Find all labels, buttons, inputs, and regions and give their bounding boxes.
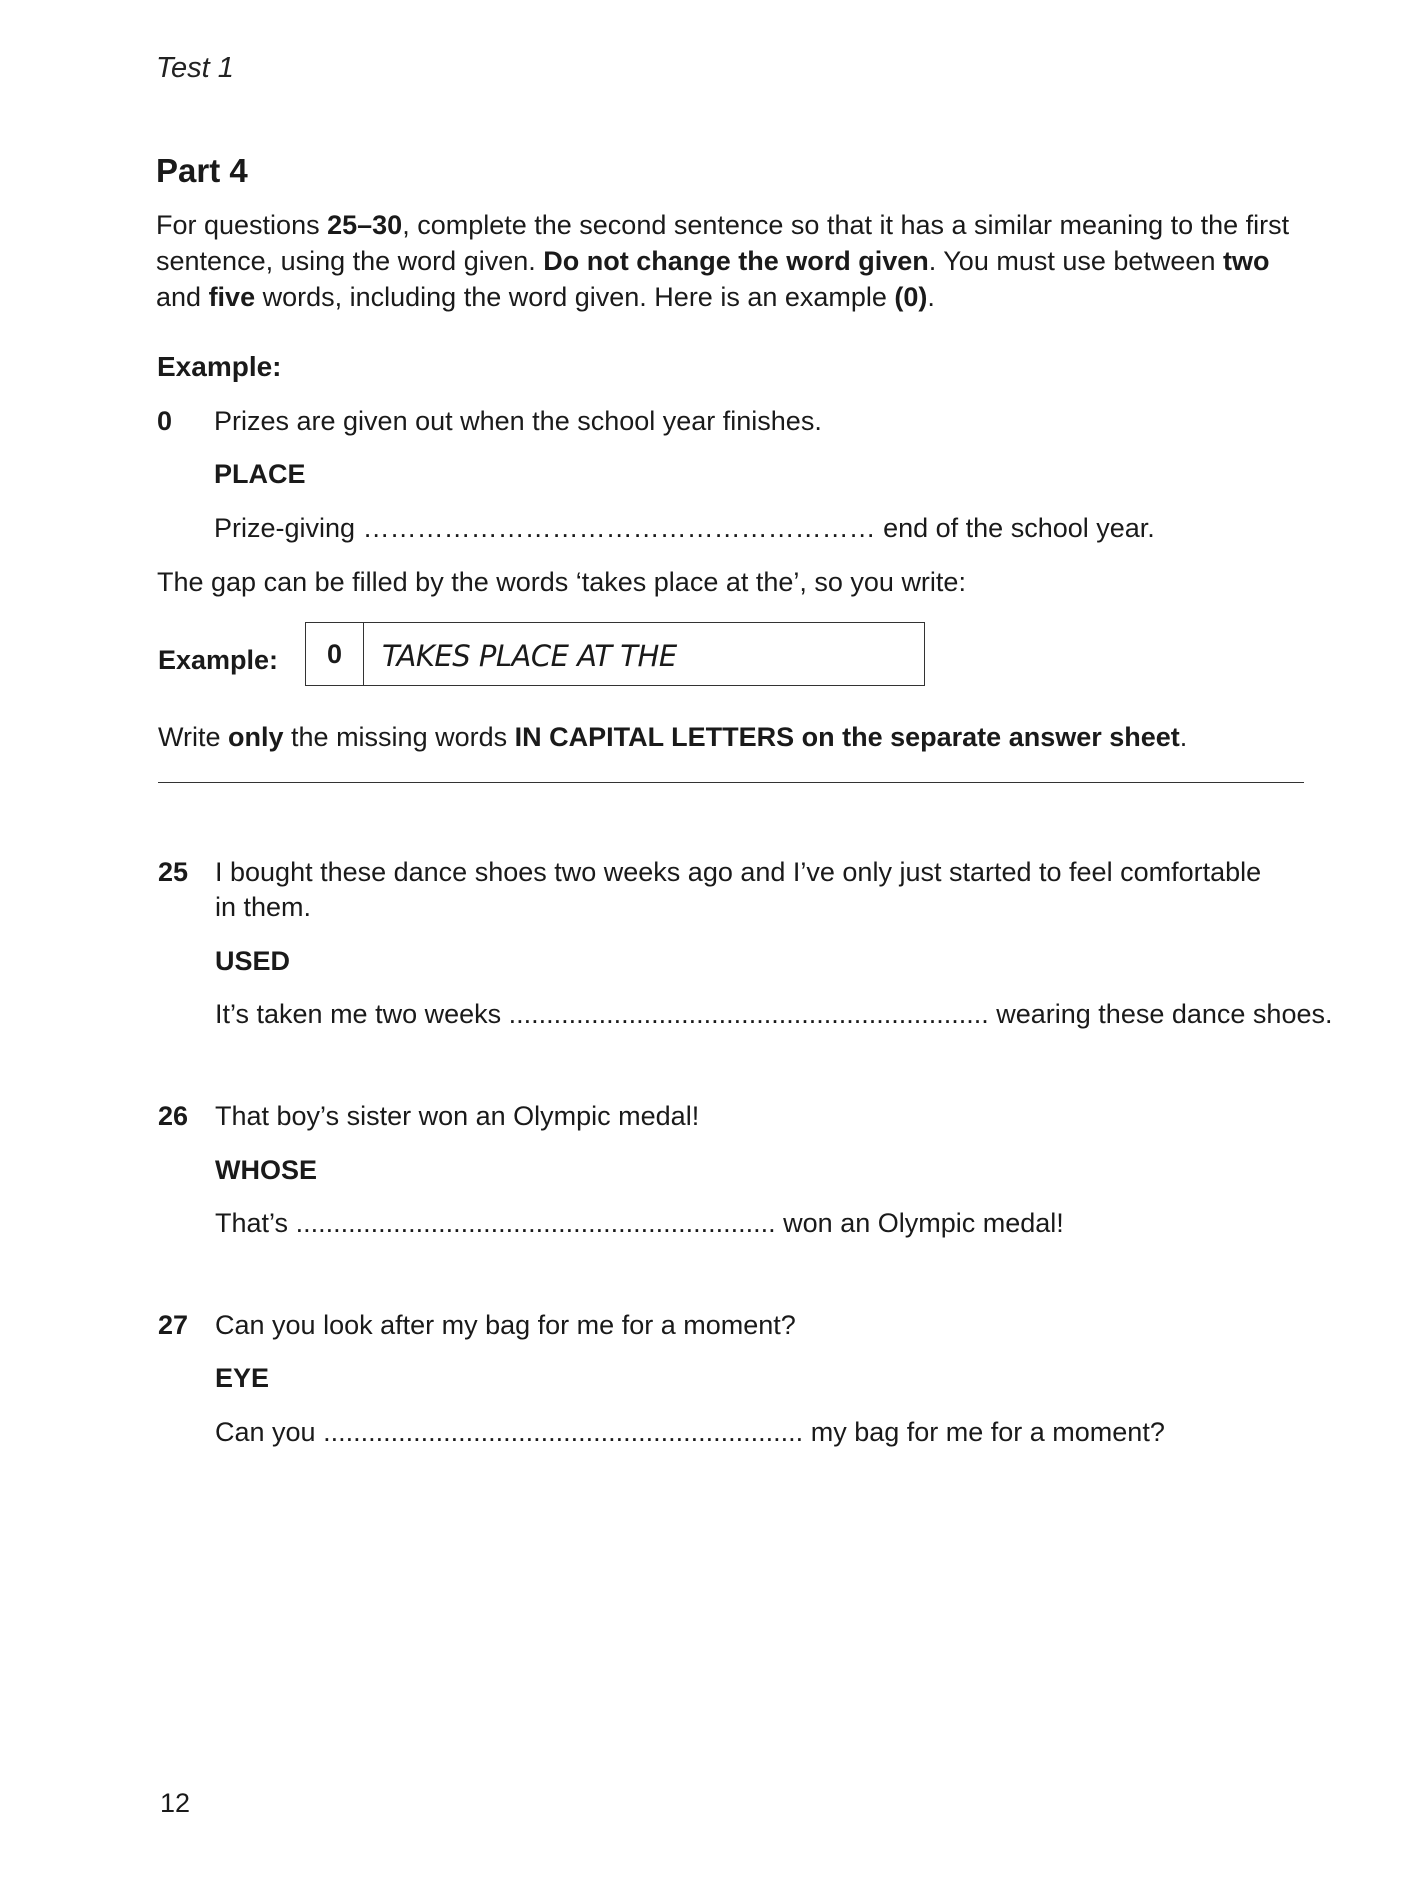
question-gap-sentence [215,1415,1165,1449]
write-note [158,720,1187,754]
question-keyword: USED [215,946,291,976]
instructions-text: words, including the word given. Here is an example [255,282,895,312]
question-keyword: EYE [215,1363,270,1393]
gap-suffix: won an Olympic medal! [783,1208,1064,1238]
example-box-answer: TAKES PLACE AT THE [382,639,677,673]
answer-gap[interactable]: ................................................................ [323,1417,804,1447]
instructions-bold: 25–30 [327,210,403,240]
answer-gap[interactable]: ................................................................ [508,999,989,1029]
instructions-bold: two [1222,246,1270,276]
question-keyword: WHOSE [215,1155,318,1185]
example-box-number: 0 [306,623,364,685]
instructions-text: and [156,282,209,312]
question-sentence: I bought these dance shoes two weeks ago and I’ve only just started to feel comfortable [215,857,1262,887]
example-answer-box [305,622,925,686]
instructions-bold: (0) [894,282,928,312]
instructions-bold: five [208,282,256,312]
question-number: 25 [158,857,189,887]
question-sentence: Can you look after my bag for me for a moment? [215,1310,796,1340]
question-gap-sentence [215,997,1332,1031]
example-keyword: PLACE [214,459,306,489]
instructions-text: For questions [156,210,328,240]
section-divider [158,782,1304,783]
write-note-bold: IN CAPITAL LETTERS on the separate answer sheet [514,722,1180,752]
write-note-text: . [1179,722,1188,752]
example-dots: ………………………………………………… [362,513,876,543]
example-explanation: The gap can be filled by the words ‘takes place at the’, so you write: [157,567,966,597]
gap-prefix: That’s [215,1208,289,1238]
example-heading: Example: [157,351,282,382]
write-note-text: Write [158,722,229,752]
instructions-bold: Do not change the word given [543,246,929,276]
instructions-text: . You must use between [928,246,1223,276]
instructions-text: . [927,282,935,312]
gap-prefix: Can you [215,1417,316,1447]
page-number: 12 [160,1788,191,1818]
instructions [156,207,1306,315]
gap-suffix: my bag for me for a moment? [810,1417,1165,1447]
example-number: 0 [157,406,173,436]
example-suffix: end of the school year. [883,513,1155,543]
test-label: Test 1 [156,52,234,84]
write-note-text: the missing words [283,722,515,752]
example-box-label: Example: [158,645,279,675]
question-sentence: That boy’s sister won an Olympic medal! [215,1101,700,1131]
example-sentence: Prizes are given out when the school year finishes. [214,406,822,436]
example-prefix: Prize-giving [214,513,356,543]
answer-gap[interactable]: ................................................................ [295,1208,776,1238]
instructions-text: , complete the second sentence so that it has a similar meaning to the first sentence, using the word given. [156,210,1290,276]
question-sentence-continued: in them. [215,892,312,922]
gap-suffix: wearing these dance shoes. [996,999,1333,1029]
example-gap-sentence [214,511,1155,545]
question-number: 27 [158,1310,189,1340]
write-note-bold: only [228,722,284,752]
question-number: 26 [158,1101,189,1131]
gap-prefix: It’s taken me two weeks [215,999,502,1029]
part-title: Part 4 [156,152,248,189]
question-gap-sentence [215,1206,1064,1240]
